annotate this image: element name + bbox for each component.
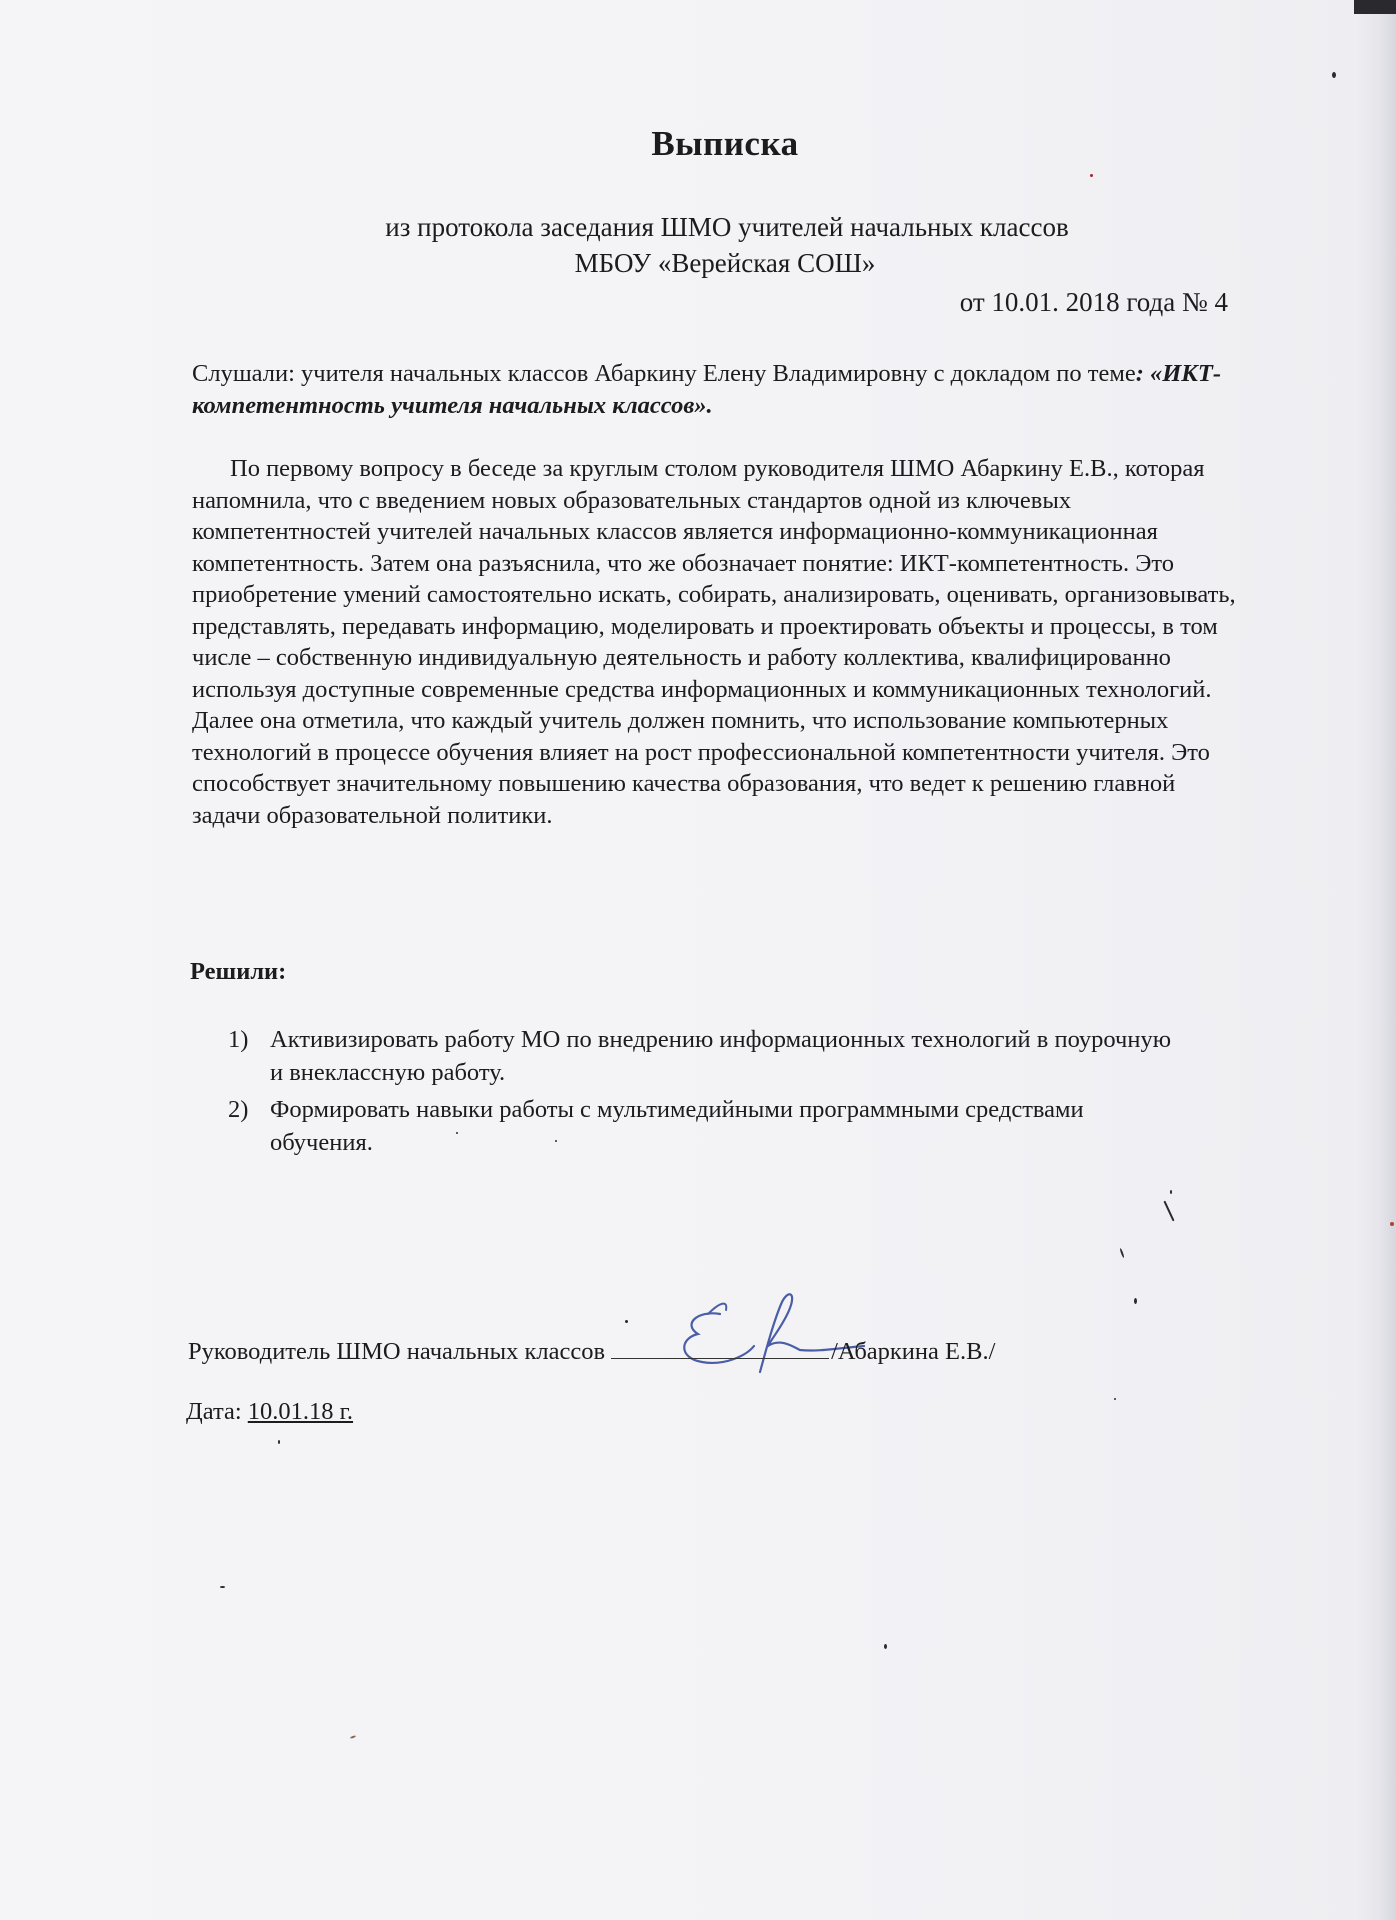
scan-speck: [625, 1320, 628, 1323]
scan-speck: [220, 1586, 225, 1588]
discussion-paragraph: По первому вопросу в беседе за круглым столом руководителя ШМО Абаркину Е.В., которая напомнила, что с введением новых образовательных стандартов одной из ключевых компетентностей учителей начальных классов является информационно-коммуникационная компетентность. Затем она разъяснила, что же обозначает понятие: ИКТ-компетентность. Это приобретение умений самостоятельно искать, собирать, анализировать, оценивать, организовывать, представлять, передавать информацию, моделировать и проектировать объекты и процессы, в том числе – собственную индивидуальную деятельность и работу коллектива, квалифицированно используя доступные современные средства информационных и коммуникационных технологий. Далее она отметила, что каждый учитель должен помнить, что использование компьютерных технологий в процессе обучения влияет на рост профессиональной компетентности учителя. Это способствует значительному повышению качества образования, что ведет к решению главной задачи образовательной политики.: [192, 455, 1236, 829]
scan-speck: [1170, 1190, 1172, 1194]
heard-section: [192, 358, 1252, 421]
scan-speck: [1332, 72, 1336, 78]
signer-name: /Абаркина Е.В./: [831, 1338, 996, 1365]
signed-date-line: [186, 1398, 353, 1426]
decisions-list: [228, 1023, 1188, 1163]
signer-role: Руководитель ШМО начальных классов: [188, 1338, 606, 1365]
report-topic: : «ИКТ-компетентность учителя начальных классов».: [192, 360, 1222, 419]
scan-speck: [1134, 1298, 1137, 1304]
decision-text: Формировать навыки работы с мультимедийными программными средствами обучения.: [270, 1096, 1084, 1156]
scan-speck: [1163, 1201, 1174, 1222]
scan-speck: [350, 1735, 356, 1739]
decision-item: [228, 1023, 1188, 1089]
decision-text: Активизировать работу МО по внедрению информационных технологий в поурочную и внеклассную работу.: [270, 1026, 1171, 1086]
decision-number: 2): [228, 1096, 249, 1123]
decision-item: [228, 1093, 1188, 1159]
scan-speck: [884, 1644, 887, 1649]
document-title: Выписка: [651, 124, 799, 163]
scan-speck: [1114, 1398, 1116, 1400]
scan-speck: [456, 1132, 458, 1134]
scan-corner: [1354, 0, 1396, 14]
signature-blank: [611, 1336, 829, 1359]
date-label: Дата:: [186, 1398, 248, 1425]
scan-speck: [555, 1140, 557, 1142]
scan-speck: [1119, 1248, 1124, 1258]
document-subtitle-2: МБОУ «Верейская СОШ»: [574, 248, 876, 278]
scan-speck: [278, 1440, 280, 1444]
decided-heading: Решили:: [190, 958, 287, 985]
scan-speck: [1090, 174, 1093, 177]
scan-speck: [1390, 1222, 1394, 1226]
signature-line: [188, 1336, 995, 1366]
signed-date: 10.01.18 г.: [247, 1398, 354, 1425]
protocol-date: от 10.01. 2018 года № 4: [959, 287, 1228, 317]
document-subtitle-1: из протокола заседания ШМО учителей начальных классов: [385, 212, 1069, 242]
page-edge-shadow: [1356, 0, 1396, 1920]
heard-prefix: Слушали: учителя начальных классов Абаркину Елену Владимировну с докладом по теме: [192, 360, 1136, 387]
decision-number: 1): [228, 1026, 249, 1053]
